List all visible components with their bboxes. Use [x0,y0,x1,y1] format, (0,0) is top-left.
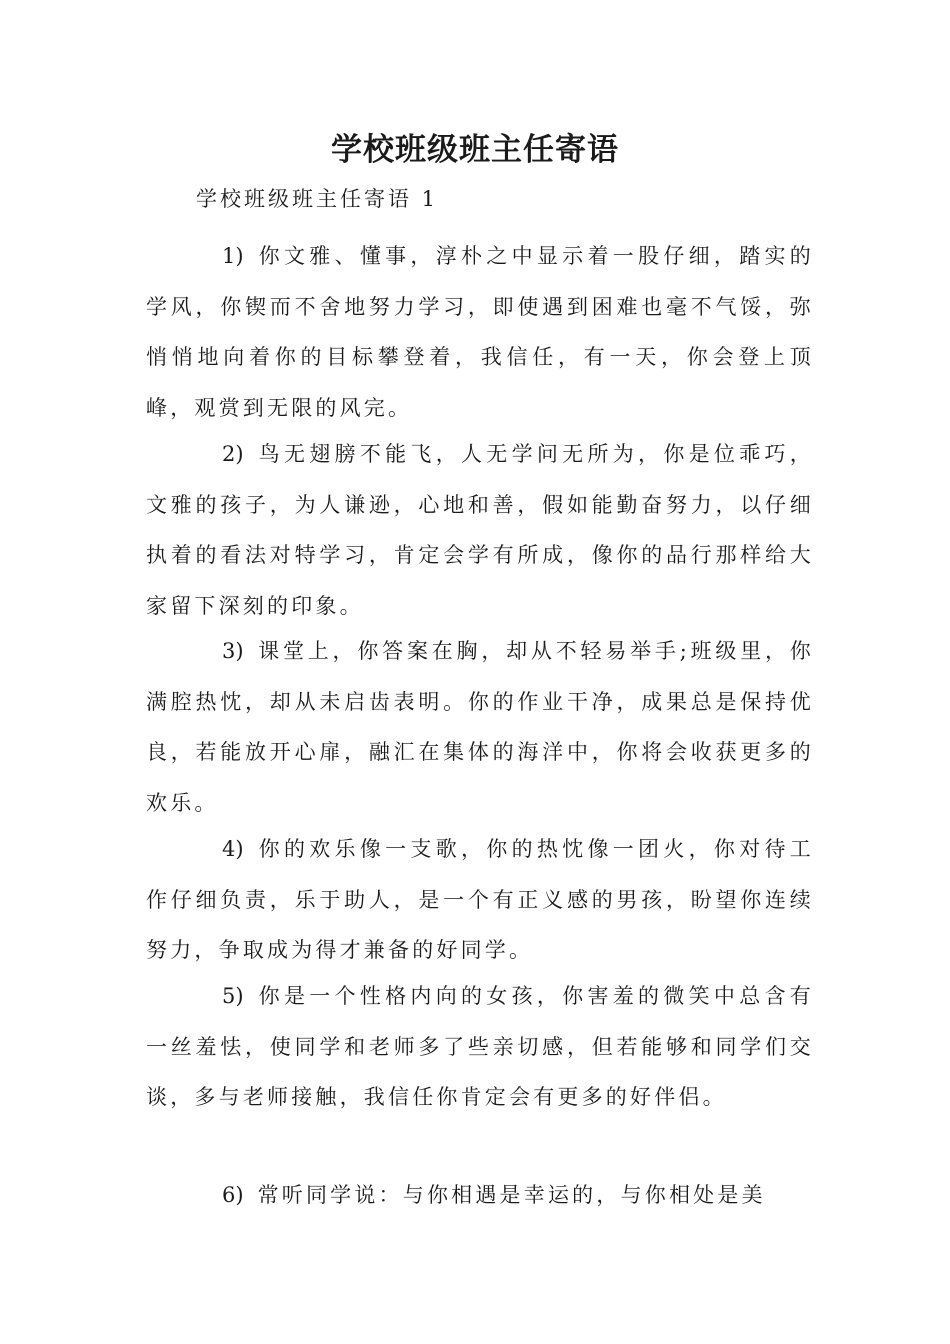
entry-text: 课堂上，你答案在胸，却从不轻易举手;班级里，你满腔热忱，却从未启齿表明。你的作业干净，成果总是保持优良，若能放开心扉，融汇在集体的海洋中，你将会收获更多的欢乐。 [146,639,814,815]
document-subtitle: 学校班级班主任寄语 1 [196,187,439,211]
entry-number: 6) [222,1183,244,1207]
entry-6 [146,1170,814,1221]
entry-text: 你是一个性格内向的女孩，你害羞的微笑中总含有一丝羞怯，使同学和老师多了些亲切感，但若能够和同学们交谈，多与老师接触，我信任你肯定会有更多的好伴侣。 [146,984,814,1110]
entry-number: 4) [222,837,244,861]
entry-text: 常听同学说：与你相遇是幸运的，与你相处是美 [257,1183,766,1207]
document-title: 学校班级班主任寄语 [331,132,619,168]
entry-number: 5) [222,984,244,1008]
entry-number: 1) [222,244,244,268]
entry-4 [146,824,814,976]
entry-text: 你的欢乐像一支歌，你的热忱像一团火，你对待工作仔细负责，乐于助人，是一个有正义感的男孩，盼望你连续努力，争取成为得才兼备的好同学。 [146,837,814,963]
entry-text: 鸟无翅膀不能飞，人无学问无所为，你是位乖巧，文雅的孩子，为人谦逊，心地和善，假如能勤奋努力，以仔细执着的看法对特学习，肯定会学有所成，像你的品行那样给大家留下深刻的印象。 [146,442,814,618]
entry-number: 2) [222,442,244,466]
entry-text: 你文雅、懂事，淳朴之中显示着一股仔细，踏实的学风，你锲而不舍地努力学习，即使遇到困难也毫不气馁，弥悄悄地向着你的目标攀登着，我信任，有一天，你会登上顶峰，观赏到无限的风完。 [146,244,814,420]
entry-2 [146,429,814,631]
entry-1 [146,231,814,433]
entry-number: 3) [222,639,244,663]
entry-3 [146,626,814,828]
entry-5 [146,971,814,1123]
